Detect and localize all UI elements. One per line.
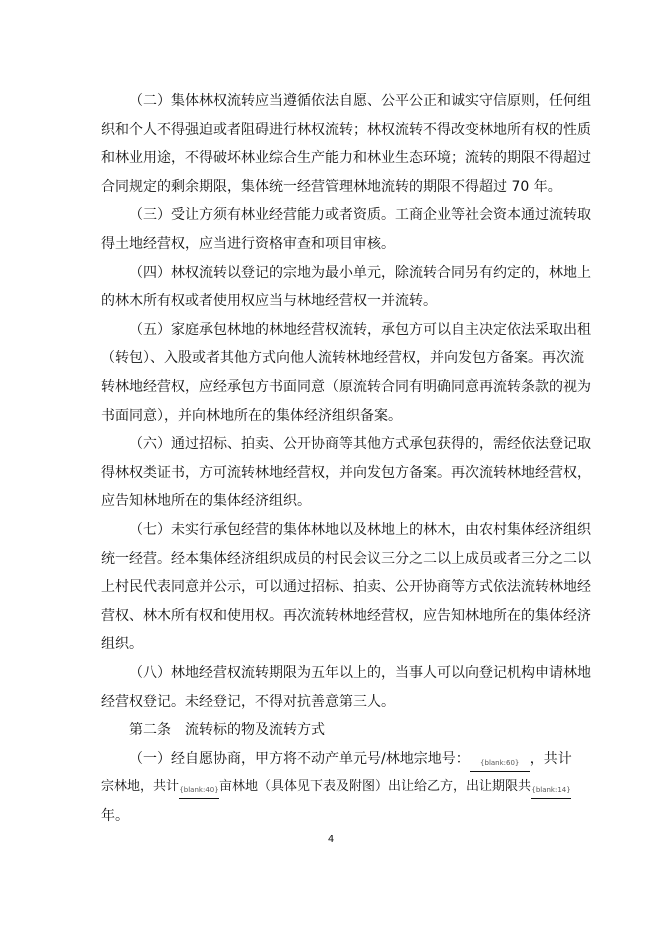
paragraph-line: 营权、林木所有权和使用权。再次流转林地经营权，应告知林地所在的集体经济 [101, 607, 591, 624]
paragraph-first-line: （六）通过招标、拍卖、公开协商等其他方式承包获得的，需经依法登记取 [129, 436, 591, 453]
paragraph-line: 应告知林地所在的集体经济组织。 [101, 493, 311, 510]
paragraph-first-line: 第二条 流转标的物及流转方式 [129, 722, 325, 739]
text: 亩林地（具体见下表及附图）出让给乙方，出让期限共 [219, 779, 532, 795]
paragraph-line: 经营权登记。未经登记，不得对抗善意第三人。 [101, 693, 395, 710]
paragraph-line: 得土地经营权，应当进行资格审查和项目审核。 [101, 236, 395, 252]
paragraph-line: 年。 [101, 808, 129, 824]
text: （一）经自愿协商，甲方将不动产单元号/林地宗地号： [129, 750, 470, 767]
page-number: 4 [327, 834, 335, 845]
text: ，共计 [529, 750, 572, 767]
paragraph-first-line: （二）集体林权流转应当遵循依法自愿、公平公正和诚实守信原则，任何组 [129, 93, 591, 109]
text: 宗林地，共计 [101, 779, 180, 795]
paragraph-first-line: （八）林地经营权流转期限为五年以上的，当事人可以向登记机构申请林地 [129, 665, 591, 681]
fill-in-blank[interactable]: {blank:60} [470, 756, 530, 772]
paragraph-line: 统一经营。经本集体经济组织成员的村民会议三分之二以上成员或者三分之二以 [101, 550, 591, 567]
paragraph-line [101, 777, 571, 797]
paragraph-line: 的林木所有权或者使用权应当与林地经营权一并流转。 [101, 293, 437, 310]
fill-in-blank[interactable]: {blank:14} [531, 783, 571, 799]
paragraph-line: 转林地经营权，应经承包方书面同意（原流转合同有明确同意再流转条款的视为 [101, 379, 591, 395]
fill-in-blank[interactable]: {blank:40} [179, 783, 219, 799]
paragraph-first-line: （五）家庭承包林地的林地经营权流转，承包方可以自主决定依法采取出租 [129, 321, 591, 338]
paragraph-line: 组织。 [101, 636, 143, 653]
paragraph-line: 合同规定的剩余期限，集体统一经营管理林地流转的期限不得超过 70 年。 [101, 178, 562, 195]
paragraph-first-line: （四）林权流转以登记的宗地为最小单元，除流转合同另有约定的，林地上 [129, 264, 591, 281]
paragraph-line: 织和个人不得强迫或者阻碍进行林权流转；林权流转不得改变林地所有权的性质 [101, 121, 591, 138]
paragraph-line: （转包）、入股或者其他方式向他人流转林地经营权，并向发包方备案。再次流 [101, 350, 584, 367]
paragraph-first-line: （三）受让方须有林业经营能力或者资质。工商企业等社会资本通过流转取 [129, 207, 591, 224]
paragraph-line: 上村民代表同意并公示，可以通过招标、拍卖、公开协商等方式依法流转林地经 [101, 579, 591, 596]
paragraph-line: 书面同意），并向林地所在的集体经济组织备案。 [101, 407, 402, 424]
paragraph-first-line [129, 749, 572, 769]
paragraph-line: 得林权类证书，方可流转林地经营权，并向发包方备案。再次流转林地经营权， [101, 464, 591, 481]
paragraph-first-line: （七）未实行承包经营的集体林地以及林地上的林木，由农村集体经济组织 [129, 522, 591, 538]
paragraph-line: 和林业用途，不得破坏林业综合生产能力和林业生态环境；流转的期限不得超过 [101, 150, 591, 167]
